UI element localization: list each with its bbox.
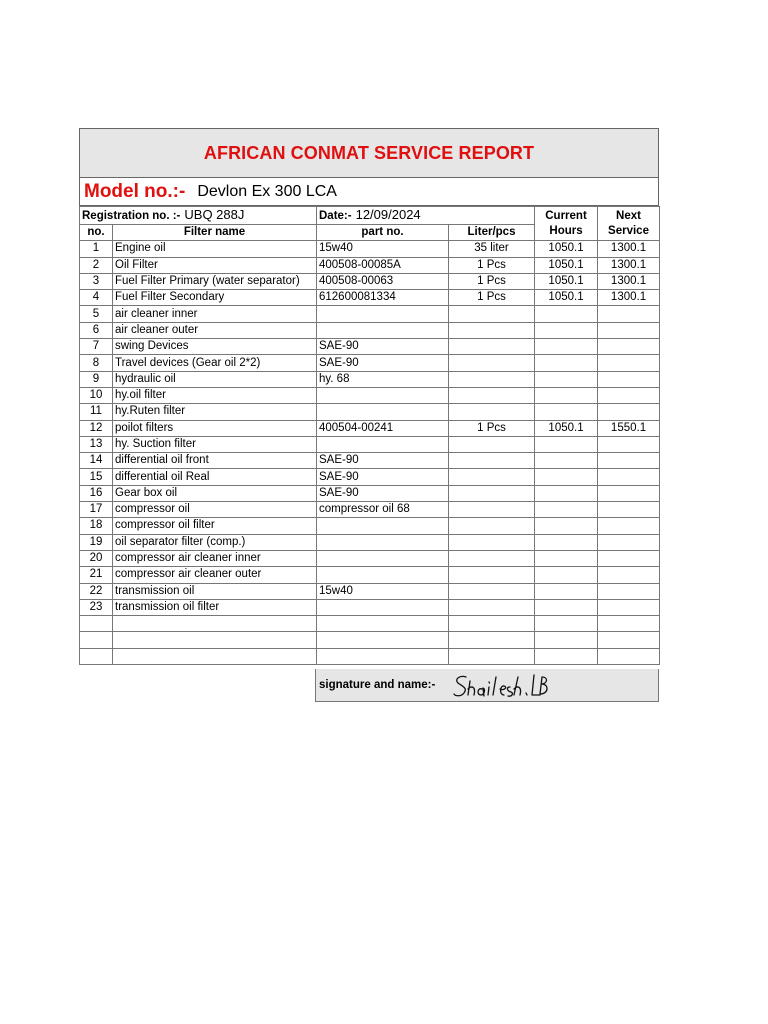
row-number: 7 (80, 339, 113, 355)
registration-row (80, 207, 660, 225)
row-number: 21 (80, 567, 113, 583)
row-number: 5 (80, 306, 113, 322)
part-no-cell: 612600081334 (317, 290, 449, 306)
table-row (80, 257, 660, 273)
part-no-cell: SAE-90 (317, 339, 449, 355)
row-number: 11 (80, 404, 113, 420)
row-number: 6 (80, 322, 113, 338)
part-no-cell (317, 567, 449, 583)
liter-pcs-cell (449, 469, 535, 485)
liter-pcs-cell (449, 534, 535, 550)
current-hours-cell (535, 518, 598, 534)
next-service-cell (598, 599, 660, 615)
header-liter-pcs: Liter/pcs (449, 225, 535, 241)
table-row (80, 404, 660, 420)
part-no-cell (317, 632, 449, 648)
row-number: 1 (80, 241, 113, 257)
next-service-cell (598, 404, 660, 420)
current-hours-cell (535, 599, 598, 615)
current-hours-cell (535, 404, 598, 420)
date-label: Date:- (319, 210, 352, 222)
liter-pcs-cell (449, 485, 535, 501)
liter-pcs-cell (449, 371, 535, 387)
current-hours-cell (535, 485, 598, 501)
filter-name-cell: transmission oil (113, 583, 317, 599)
table-row (80, 567, 660, 583)
registration-value: UBQ 288J (184, 207, 245, 222)
table-row (80, 485, 660, 501)
liter-pcs-cell (449, 583, 535, 599)
part-no-cell (317, 518, 449, 534)
table-row (80, 322, 660, 338)
row-number: 3 (80, 273, 113, 289)
current-hours-cell (535, 567, 598, 583)
row-number: 10 (80, 387, 113, 403)
filter-name-cell (113, 648, 317, 664)
liter-pcs-cell (449, 453, 535, 469)
next-service-cell (598, 306, 660, 322)
table-row (80, 290, 660, 306)
next-service-cell (598, 632, 660, 648)
handwritten-signature (452, 671, 552, 701)
filter-name-cell: differential oil Real (113, 469, 317, 485)
next-service-cell (598, 550, 660, 566)
next-service-cell (598, 648, 660, 664)
part-no-cell (317, 616, 449, 632)
row-number: 19 (80, 534, 113, 550)
next-service-cell (598, 355, 660, 371)
current-hours-cell (535, 502, 598, 518)
current-hours-cell (535, 322, 598, 338)
liter-pcs-cell (449, 355, 535, 371)
current-hours-cell (535, 648, 598, 664)
row-number: 2 (80, 257, 113, 273)
liter-pcs-cell: 35 liter (449, 241, 535, 257)
next-service-cell (598, 485, 660, 501)
next-service-cell (598, 567, 660, 583)
table-row (80, 355, 660, 371)
table-row (80, 339, 660, 355)
current-hours-cell (535, 453, 598, 469)
filter-name-cell: oil separator filter (comp.) (113, 534, 317, 550)
filter-name-cell: Fuel Filter Primary (water separator) (113, 273, 317, 289)
liter-pcs-cell (449, 648, 535, 664)
table-row (80, 306, 660, 322)
filter-name-cell: swing Devices (113, 339, 317, 355)
row-number: 12 (80, 420, 113, 436)
filter-name-cell: Oil Filter (113, 257, 317, 273)
part-no-cell (317, 534, 449, 550)
current-hours-cell: 1050.1 (535, 290, 598, 306)
part-no-cell (317, 387, 449, 403)
next-service-cell (598, 371, 660, 387)
filter-name-cell: hy. Suction filter (113, 436, 317, 452)
service-report-sheet (79, 128, 659, 691)
liter-pcs-cell (449, 436, 535, 452)
model-row (79, 178, 659, 206)
current-hours-cell (535, 339, 598, 355)
table-row (80, 420, 660, 436)
liter-pcs-cell (449, 632, 535, 648)
filter-name-cell: Gear box oil (113, 485, 317, 501)
current-hours-cell (535, 436, 598, 452)
current-hours-cell (535, 632, 598, 648)
current-hours-cell: 1050.1 (535, 241, 598, 257)
row-number: 9 (80, 371, 113, 387)
part-no-cell: 400508-00063 (317, 273, 449, 289)
current-hours-cell: 1050.1 (535, 420, 598, 436)
current-hours-header-line1: Current (545, 209, 587, 222)
row-number: 13 (80, 436, 113, 452)
table-row (80, 387, 660, 403)
table-row (80, 241, 660, 257)
row-number: 4 (80, 290, 113, 306)
row-number (80, 616, 113, 632)
table-row (80, 534, 660, 550)
current-hours-cell (535, 371, 598, 387)
title-bar (79, 128, 659, 178)
next-service-cell: 1300.1 (598, 290, 660, 306)
table-row (80, 648, 660, 664)
table-row (80, 436, 660, 452)
next-service-cell (598, 469, 660, 485)
current-hours-cell (535, 616, 598, 632)
row-number: 23 (80, 599, 113, 615)
current-hours-cell (535, 550, 598, 566)
filter-name-cell (113, 616, 317, 632)
header-part-no: part no. (317, 225, 449, 241)
date-value: 12/09/2024 (355, 207, 421, 222)
liter-pcs-cell (449, 387, 535, 403)
next-service-cell (598, 339, 660, 355)
next-service-header-line1: Next (616, 209, 641, 222)
part-no-cell (317, 404, 449, 420)
liter-pcs-cell (449, 339, 535, 355)
service-table-body (80, 207, 660, 665)
signature-box (315, 669, 659, 702)
header-filter-name: Filter name (113, 225, 317, 241)
next-service-header (598, 207, 660, 241)
current-hours-cell (535, 583, 598, 599)
liter-pcs-cell (449, 567, 535, 583)
filter-name-cell: hydraulic oil (113, 371, 317, 387)
next-service-cell (598, 502, 660, 518)
registration-cell (80, 207, 317, 225)
current-hours-cell (535, 355, 598, 371)
row-number: 16 (80, 485, 113, 501)
filter-name-cell: Engine oil (113, 241, 317, 257)
row-number: 17 (80, 502, 113, 518)
filter-name-cell: Travel devices (Gear oil 2*2) (113, 355, 317, 371)
part-no-cell: 15w40 (317, 241, 449, 257)
part-no-cell (317, 436, 449, 452)
table-row (80, 616, 660, 632)
filter-name-cell: hy.Ruten filter (113, 404, 317, 420)
filter-name-cell: compressor air cleaner inner (113, 550, 317, 566)
part-no-cell: 400504-00241 (317, 420, 449, 436)
row-number: 18 (80, 518, 113, 534)
part-no-cell (317, 550, 449, 566)
registration-label: Registration no. :- (82, 210, 181, 222)
part-no-cell (317, 306, 449, 322)
row-number: 22 (80, 583, 113, 599)
part-no-cell: compressor oil 68 (317, 502, 449, 518)
liter-pcs-cell: 1 Pcs (449, 290, 535, 306)
current-hours-cell (535, 387, 598, 403)
current-hours-header (535, 207, 598, 241)
part-no-cell: 400508-00085A (317, 257, 449, 273)
filter-name-cell: Fuel Filter Secondary (113, 290, 317, 306)
filter-name-cell: hy.oil filter (113, 387, 317, 403)
row-number (80, 648, 113, 664)
table-row (80, 550, 660, 566)
table-row (80, 273, 660, 289)
table-row (80, 371, 660, 387)
part-no-cell: 15w40 (317, 583, 449, 599)
liter-pcs-cell (449, 404, 535, 420)
liter-pcs-cell (449, 550, 535, 566)
part-no-cell (317, 599, 449, 615)
liter-pcs-cell (449, 306, 535, 322)
part-no-cell: SAE-90 (317, 453, 449, 469)
next-service-cell (598, 322, 660, 338)
next-service-cell: 1300.1 (598, 241, 660, 257)
row-number: 14 (80, 453, 113, 469)
filter-name-cell: air cleaner inner (113, 306, 317, 322)
next-service-cell: 1300.1 (598, 273, 660, 289)
current-hours-cell (535, 469, 598, 485)
date-cell (317, 207, 535, 225)
part-no-cell (317, 648, 449, 664)
table-row (80, 453, 660, 469)
row-number: 20 (80, 550, 113, 566)
liter-pcs-cell (449, 616, 535, 632)
part-no-cell: SAE-90 (317, 469, 449, 485)
current-hours-cell: 1050.1 (535, 273, 598, 289)
filter-name-cell: compressor oil filter (113, 518, 317, 534)
liter-pcs-cell (449, 599, 535, 615)
next-service-cell (598, 518, 660, 534)
filter-name-cell: differential oil front (113, 453, 317, 469)
table-row (80, 632, 660, 648)
next-service-cell (598, 453, 660, 469)
next-service-cell (598, 436, 660, 452)
current-hours-cell (535, 534, 598, 550)
liter-pcs-cell: 1 Pcs (449, 257, 535, 273)
liter-pcs-cell: 1 Pcs (449, 420, 535, 436)
row-number: 15 (80, 469, 113, 485)
table-row (80, 502, 660, 518)
liter-pcs-cell: 1 Pcs (449, 273, 535, 289)
next-service-cell: 1300.1 (598, 257, 660, 273)
table-row (80, 518, 660, 534)
model-label: Model no.:- (84, 180, 186, 202)
row-number (80, 632, 113, 648)
liter-pcs-cell (449, 518, 535, 534)
table-row (80, 583, 660, 599)
filter-name-cell: poilot filters (113, 420, 317, 436)
current-hours-cell: 1050.1 (535, 257, 598, 273)
current-hours-header-line2: Hours (549, 224, 583, 237)
filter-name-cell: transmission oil filter (113, 599, 317, 615)
filter-name-cell (113, 632, 317, 648)
next-service-cell: 1550.1 (598, 420, 660, 436)
header-no: no. (80, 225, 113, 241)
next-service-cell (598, 387, 660, 403)
table-row (80, 469, 660, 485)
part-no-cell: hy. 68 (317, 371, 449, 387)
next-service-cell (598, 616, 660, 632)
filter-name-cell: compressor air cleaner outer (113, 567, 317, 583)
liter-pcs-cell (449, 322, 535, 338)
row-number: 8 (80, 355, 113, 371)
filter-name-cell: air cleaner outer (113, 322, 317, 338)
next-service-header-line2: Service (608, 224, 649, 237)
service-table (79, 206, 660, 665)
next-service-cell (598, 534, 660, 550)
model-value: Devlon Ex 300 LCA (197, 182, 337, 200)
report-title: AFRICAN CONMAT SERVICE REPORT (203, 142, 535, 163)
part-no-cell (317, 322, 449, 338)
filter-name-cell: compressor oil (113, 502, 317, 518)
part-no-cell: SAE-90 (317, 485, 449, 501)
liter-pcs-cell (449, 502, 535, 518)
table-row (80, 599, 660, 615)
next-service-cell (598, 583, 660, 599)
current-hours-cell (535, 306, 598, 322)
part-no-cell: SAE-90 (317, 355, 449, 371)
signature-label: signature and name:- (319, 679, 436, 691)
